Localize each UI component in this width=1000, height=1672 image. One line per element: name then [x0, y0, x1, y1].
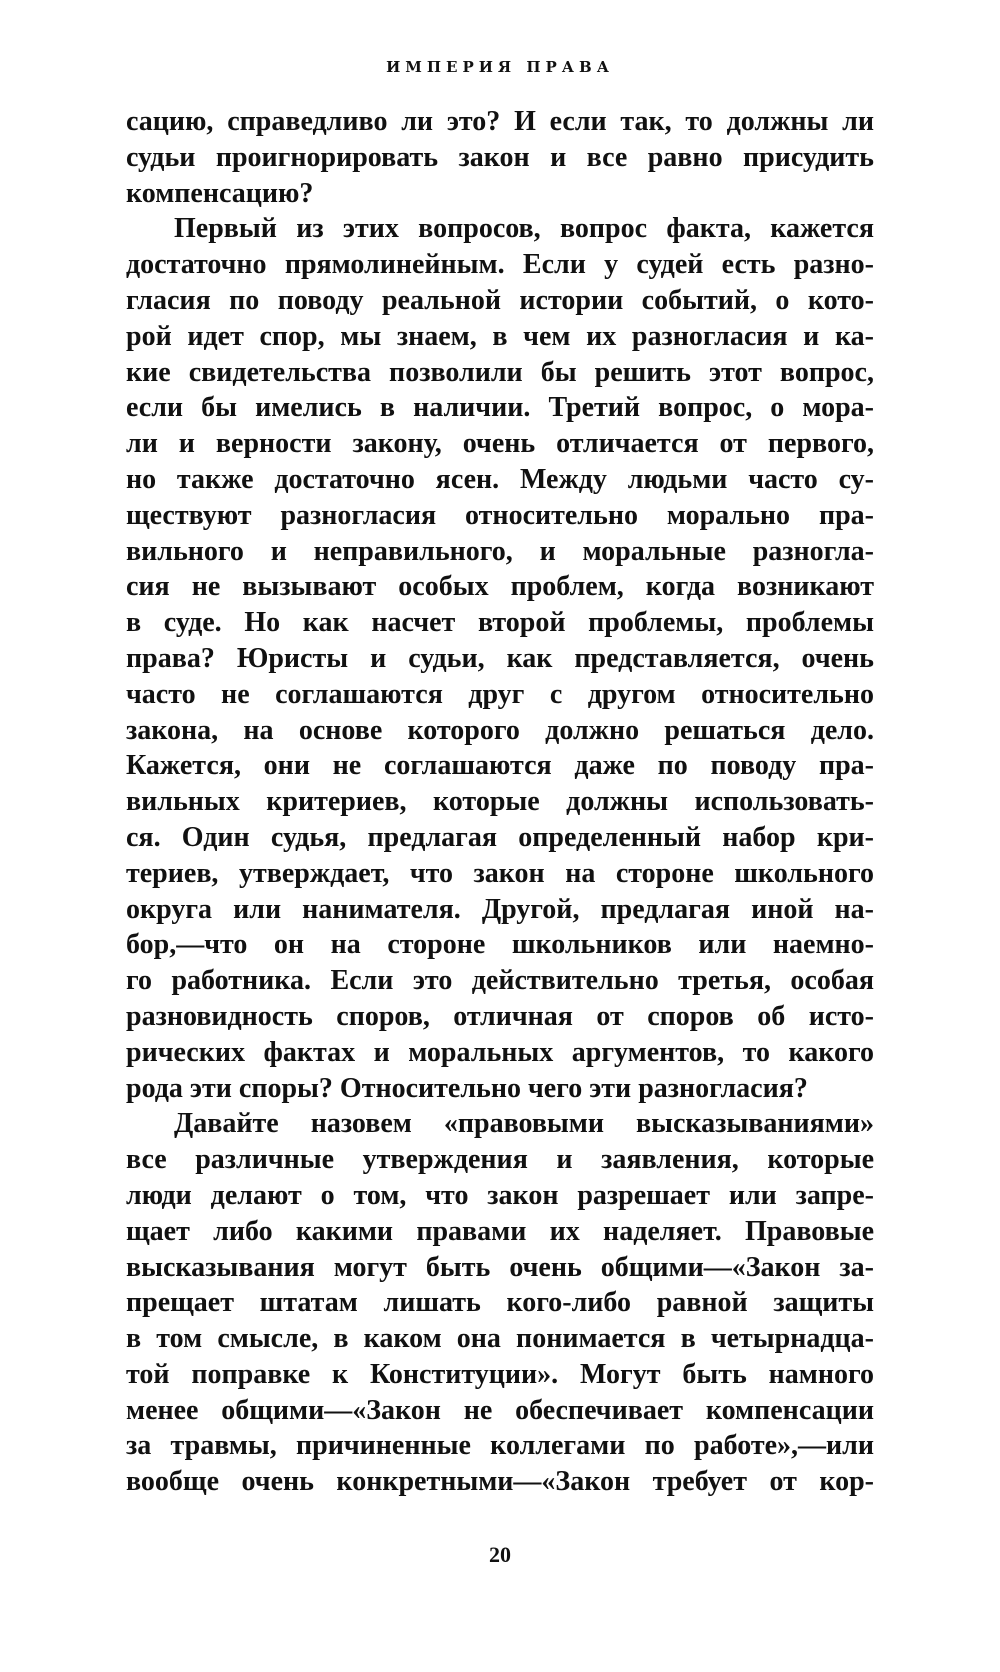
paragraph-first-line: Давайте назовем «правовыми высказываниями» — [174, 1108, 874, 1140]
text-line: ществуют разногласия относительно морально пра- — [126, 499, 874, 531]
text-line: в суде. Но как насчет второй проблемы, проблемы — [126, 607, 874, 639]
text-line: Кажется, они не соглашаются даже по поводу пра- — [126, 750, 874, 782]
text-line: сацию, справедливо ли это? И если так, то должны ли — [126, 106, 874, 137]
text-line: вообще очень конкретными—«Закон требует от кор- — [126, 1466, 874, 1498]
text-line: ли и верности закону, очень отличается от первого, — [126, 428, 874, 460]
text-line: го работника. Если это действительно третья, особая — [126, 965, 874, 997]
text-line: кие свидетельства позволили бы решить этот вопрос, — [126, 356, 874, 388]
page-number: 20 — [489, 1542, 511, 1567]
body-text — [126, 104, 874, 1500]
text-line: рода эти споры? Относительно чего эти разногласия? — [126, 1072, 808, 1104]
text-line: компенсацию? — [126, 177, 314, 209]
text-line: гласия по поводу реальной истории событий, о кото- — [126, 284, 874, 316]
text-line: вильного и неправильного, и моральные разногла- — [126, 535, 874, 567]
running-head: ИМПЕРИЯ ПРАВА — [386, 58, 614, 76]
text-line: судьи проигнорировать закон и все равно присудить — [126, 141, 874, 173]
paragraph-first-line: Первый из этих вопросов, вопрос факта, кажется — [174, 213, 874, 245]
text-line: щает либо какими правами их наделяет. Правовые — [126, 1215, 874, 1247]
text-line: ся. Один судья, предлагая определенный набор кри- — [126, 821, 874, 853]
text-line: вильных критериев, которые должны использовать- — [126, 786, 874, 818]
text-line: люди делают о том, что закон разрешает или запре- — [126, 1179, 874, 1211]
text-line: но также достаточно ясен. Между людьми часто су- — [126, 463, 874, 495]
text-line: в том смысле, в каком она понимается в четырнадца- — [126, 1323, 874, 1355]
text-line: менее общими—«Закон не обеспечивает компенсации — [126, 1394, 874, 1426]
text-line: закона, на основе которого должно решаться дело. — [126, 714, 874, 746]
text-line: округа или нанимателя. Другой, предлагая иной на- — [126, 893, 874, 925]
text-line: если бы имелись в наличии. Третий вопрос, о мора- — [126, 392, 874, 424]
text-line: часто не соглашаются друг с другом относительно — [126, 678, 874, 710]
text-line: прещает штатам лишать кого-либо равной защиты — [126, 1287, 874, 1319]
text-line: рой идет спор, мы знаем, в чем их разногласия и ка- — [126, 320, 874, 352]
text-line: достаточно прямолинейным. Если у судей есть разно- — [126, 249, 874, 281]
text-line: все различные утверждения и заявления, которые — [126, 1144, 874, 1176]
text-line: териев, утверждает, что закон на стороне школьного — [126, 857, 874, 889]
text-line: высказывания могут быть очень общими—«Закон за- — [126, 1251, 874, 1283]
text-line: за травмы, причиненные коллегами по работе»,—или — [126, 1430, 874, 1462]
text-line: разновидность споров, отличная от споров об исто- — [126, 1000, 874, 1032]
text-line: той поправке к Конституции». Могут быть намного — [126, 1358, 874, 1390]
text-line: рических фактах и моральных аргументов, то какого — [126, 1036, 874, 1068]
text-line: права? Юристы и судьи, как представляется, очень — [126, 642, 874, 674]
text-line: бор,—что он на стороне школьников или наемно- — [126, 929, 874, 961]
text-line: сия не вызывают особых проблем, когда возникают — [126, 571, 874, 603]
